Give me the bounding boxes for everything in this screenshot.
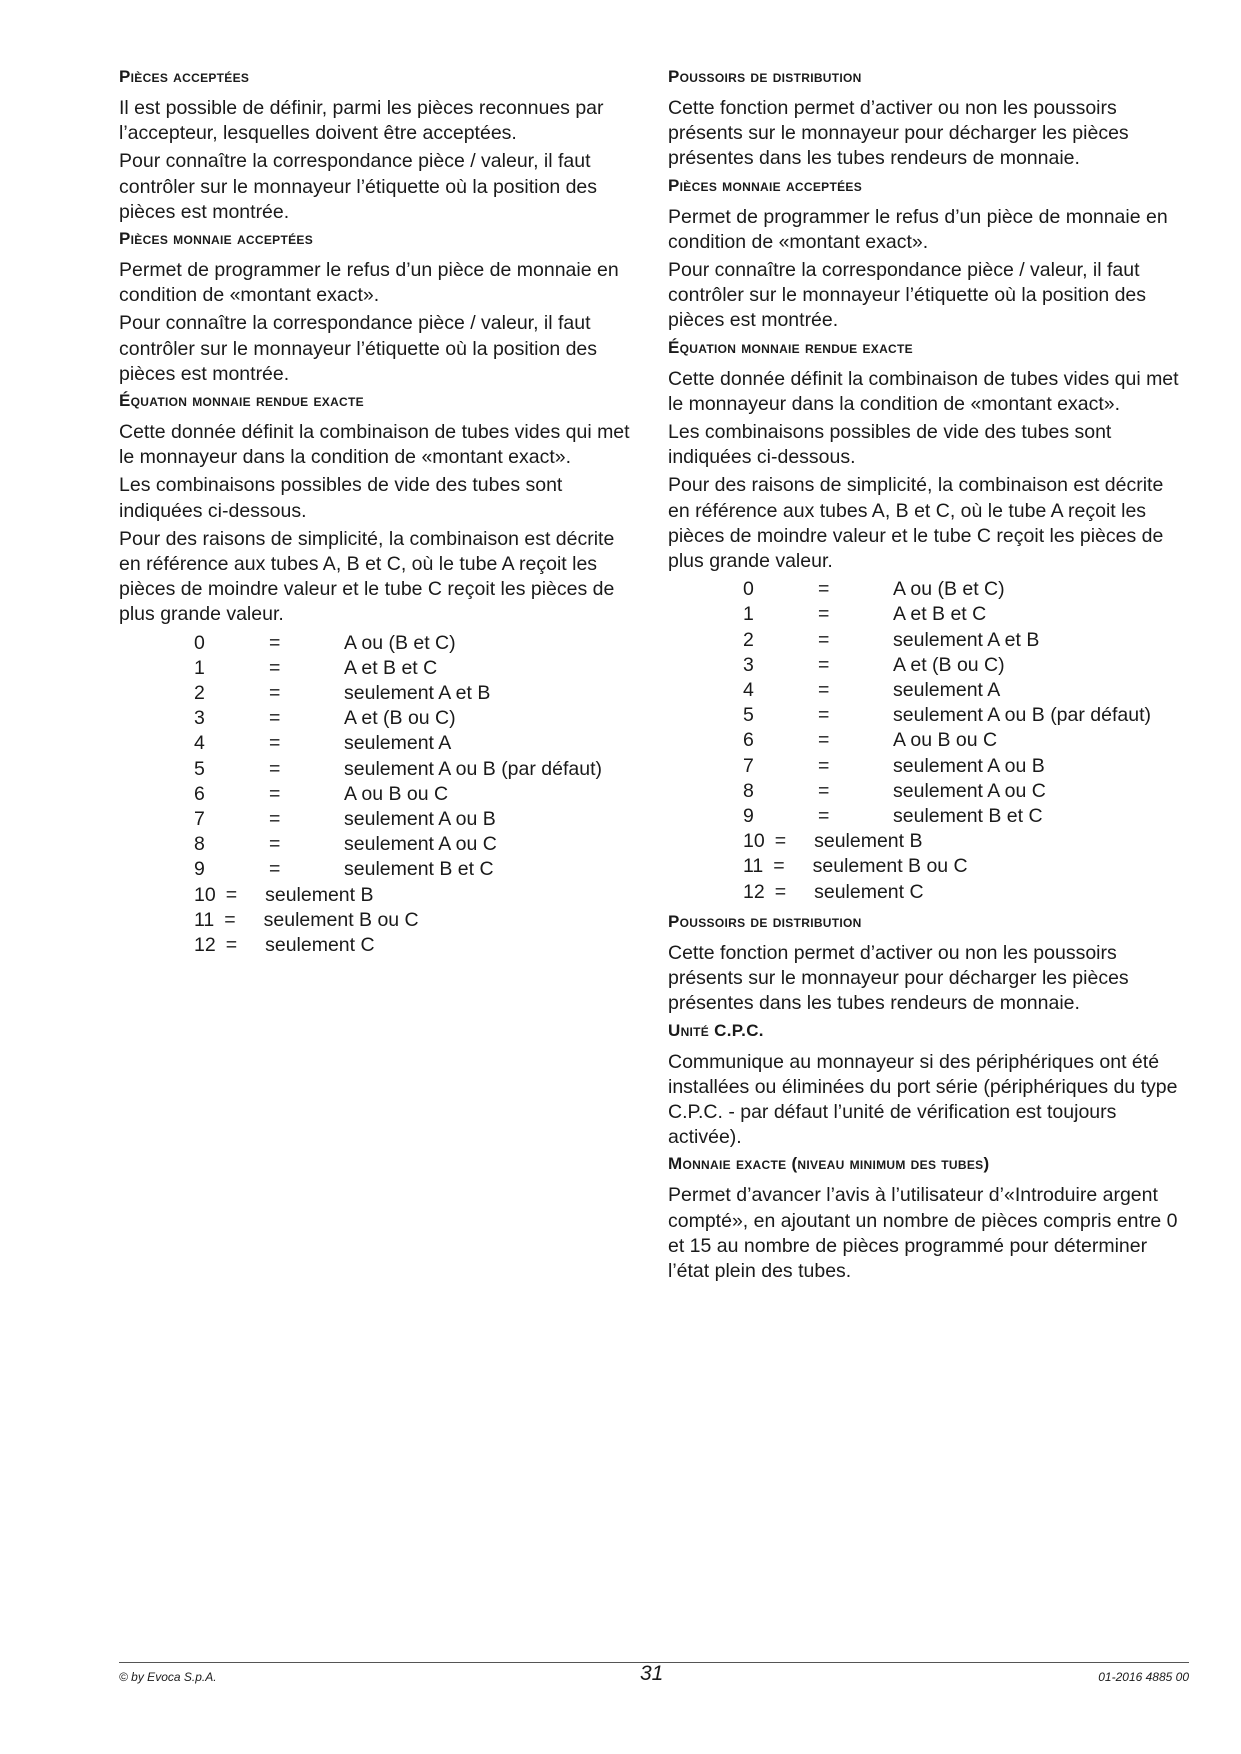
equation-text: seulement A	[893, 679, 1001, 702]
equation-sign: =	[269, 682, 281, 705]
section	[119, 228, 639, 387]
paragraph: Cette fonction permet d’activer ou non les poussoirs présents sur le monnayeur pour décharger les pièces présentes dans les tubes rendeurs de monnaie.	[668, 941, 1129, 1015]
equation-number: 8	[194, 833, 205, 856]
equation-row	[119, 857, 639, 882]
equation-row	[668, 829, 1188, 854]
equation-sign: =	[818, 754, 830, 777]
footer-doc-code: 01-2016 4885 00	[1098, 1670, 1189, 1684]
equation-row	[119, 933, 639, 958]
equation-number: 3	[743, 653, 754, 676]
equation-text: A et (B ou C)	[344, 707, 456, 730]
equation-row	[668, 754, 1188, 779]
equation-number: 4	[743, 679, 754, 702]
equation-sign: =	[269, 732, 281, 755]
paragraph: Pour connaître la correspondance pièce / valeur, il faut contrôler sur le monnayeur l’étiquette où la position des pièces est montrée.	[119, 312, 598, 385]
equation-table	[668, 577, 1188, 905]
equation-text: seulement A ou B (par défaut)	[893, 704, 1151, 727]
equation-text: seulement A ou C	[893, 779, 1046, 802]
equation-text: seulement B ou C	[263, 908, 419, 931]
equation-sign: =	[269, 808, 281, 831]
equation-number: 6	[743, 729, 754, 752]
equation-sign: =	[774, 880, 787, 903]
section	[668, 66, 1188, 172]
equation-row	[119, 757, 639, 782]
paragraph: Permet d’avancer l’avis à l’utilisateur d’«Introduire argent compté», en ajoutant un nombre de pièces compris entre 0 et 15 au nombre de pièces programmé pour déterminer l’état plein des tubes.	[668, 1184, 1178, 1282]
equation-number: 6	[194, 782, 205, 805]
equation-row	[119, 706, 639, 731]
equation-number: 8	[743, 779, 754, 802]
section-heading: Monnaie exacte (niveau minimum des tubes)	[668, 1154, 990, 1174]
equation-row	[668, 577, 1188, 602]
equation-number: 7	[743, 754, 754, 777]
equation-sign: =	[225, 883, 238, 906]
equation-number: 10	[194, 883, 216, 906]
paragraph: Permet de programmer le refus d’un pièce de monnaie en condition de «montant exact».	[668, 205, 1168, 253]
paragraph: Pour connaître la correspondance pièce / valeur, il faut contrôler sur le monnayeur l’étiquette où la position des pièces est montrée.	[119, 150, 598, 223]
equation-number: 12	[194, 934, 216, 957]
equation-sign: =	[269, 707, 281, 730]
equation-text: seulement A ou B	[893, 754, 1045, 777]
equation-sign: =	[818, 805, 830, 828]
equation-number: 2	[194, 682, 205, 705]
equation-number: 10	[743, 830, 765, 853]
equation-text: seulement A et B	[893, 628, 1040, 651]
equation-text: seulement C	[265, 934, 375, 957]
equation-row	[119, 908, 639, 933]
equation-number: 1	[743, 603, 754, 626]
section	[668, 1153, 1188, 1284]
equation-row	[668, 653, 1188, 678]
paragraph: Les combinaisons possibles de vide des tubes sont indiquées ci-dessous.	[119, 474, 563, 522]
section	[668, 337, 1188, 575]
equation-sign: =	[269, 631, 281, 654]
paragraph: Communique au monnayeur si des périphériques ont été installées ou éliminées du port série (périphériques du type C.P.C. - par défaut l’unité de vérification est toujours activée).	[668, 1050, 1178, 1149]
equation-number: 11	[743, 855, 764, 878]
equation-sign: =	[818, 628, 830, 651]
equation-number: 11	[194, 908, 215, 931]
equation-text: seulement B	[814, 830, 923, 853]
equation-sign: =	[818, 679, 830, 702]
section	[668, 175, 1188, 334]
section-heading: Poussoirs de distribution	[668, 911, 862, 931]
equation-number: 9	[743, 805, 754, 828]
equation-row	[668, 728, 1188, 753]
equation-row	[668, 854, 1188, 879]
equation-sign: =	[225, 934, 238, 957]
equation-text: seulement A	[344, 732, 452, 755]
equation-sign: =	[818, 578, 830, 601]
equation-sign: =	[818, 653, 830, 676]
equation-sign: =	[818, 704, 830, 727]
equation-number: 12	[743, 880, 765, 903]
equation-text: A ou (B et C)	[893, 578, 1005, 601]
equation-row	[119, 883, 639, 908]
equation-text: A et B et C	[344, 656, 438, 679]
equation-number: 0	[194, 631, 205, 654]
equation-text: A et B et C	[893, 603, 987, 626]
section	[668, 1020, 1188, 1151]
equation-text: seulement B et C	[893, 805, 1043, 828]
equation-number: 3	[194, 707, 205, 730]
equation-number: 1	[194, 656, 205, 679]
equation-row	[668, 628, 1188, 653]
section-heading: Pièces acceptées	[119, 67, 250, 86]
paragraph: Pour connaître la correspondance pièce / valeur, il faut contrôler sur le monnayeur l’étiquette où la position des pièces est montrée.	[668, 259, 1147, 332]
equation-sign: =	[269, 858, 281, 881]
equation-number: 7	[194, 808, 205, 831]
equation-number: 5	[743, 704, 754, 727]
equation-text: seulement A ou C	[344, 833, 497, 856]
equation-text: seulement B et C	[344, 858, 494, 881]
equation-row	[668, 779, 1188, 804]
equation-table	[119, 631, 639, 959]
equation-number: 0	[743, 578, 754, 601]
paragraph: Pour des raisons de simplicité, la combinaison est décrite en référence aux tubes A, B et C, où le tube A reçoit les pièces de moindre valeur et le tube C reçoit les pièces de plus grande valeur.	[119, 527, 615, 626]
equation-row	[668, 880, 1188, 905]
equation-text: A ou B ou C	[893, 729, 998, 752]
equation-row	[668, 678, 1188, 703]
left-column	[119, 66, 639, 964]
equation-number: 2	[743, 628, 754, 651]
equation-row	[668, 703, 1188, 728]
equation-row	[119, 681, 639, 706]
equation-row	[119, 631, 639, 656]
equation-number: 4	[194, 732, 205, 755]
paragraph: Cette donnée définit la combinaison de tubes vides qui met le monnayeur dans la condition de «montant exact».	[668, 367, 1179, 415]
equation-sign: =	[818, 729, 830, 752]
equation-sign: =	[224, 908, 236, 931]
paragraph: Les combinaisons possibles de vide des tubes sont indiquées ci-dessous.	[668, 421, 1112, 469]
section	[119, 66, 639, 225]
equation-text: A et (B ou C)	[893, 653, 1005, 676]
equation-text: A ou (B et C)	[344, 631, 456, 654]
section-heading: Équation monnaie rendue exacte	[668, 337, 913, 357]
equation-text: seulement A ou B (par défaut)	[344, 757, 602, 780]
equation-text: seulement B ou C	[812, 855, 968, 878]
equation-row	[119, 731, 639, 756]
equation-sign: =	[818, 779, 830, 802]
equation-sign: =	[269, 656, 281, 679]
section-heading: Pièces monnaie acceptées	[119, 229, 314, 249]
section-heading: Unité C.P.C.	[668, 1020, 764, 1040]
equation-row	[119, 656, 639, 681]
equation-text: seulement A et B	[344, 682, 491, 705]
paragraph: Cette fonction permet d’activer ou non les poussoirs présents sur le monnayeur pour décharger les pièces présentes dans les tubes rendeurs de monnaie.	[668, 97, 1129, 170]
section-heading: Poussoirs de distribution	[668, 67, 862, 86]
equation-text: seulement C	[814, 880, 924, 903]
equation-sign: =	[774, 830, 787, 853]
paragraph: Il est possible de définir, parmi les pièces reconnues par l’accepteur, lesquelles doivent être acceptées.	[119, 97, 604, 145]
section	[668, 911, 1188, 1017]
equation-sign: =	[818, 603, 830, 626]
paragraph: Pour des raisons de simplicité, la combinaison est décrite en référence aux tubes A, B et C, où le tube A reçoit les pièces de moindre valeur et le tube C reçoit les pièces de plus grande valeur.	[668, 474, 1164, 573]
equation-row	[119, 832, 639, 857]
equation-sign: =	[269, 833, 281, 856]
equation-row	[119, 807, 639, 832]
equation-text: seulement A ou B	[344, 808, 496, 831]
equation-text: A ou B ou C	[344, 782, 449, 805]
equation-number: 9	[194, 858, 205, 881]
footer-copyright: © by Evoca S.p.A.	[119, 1670, 217, 1684]
equation-row	[668, 804, 1188, 829]
right-column	[668, 66, 1188, 1287]
section-heading: Pièces monnaie acceptées	[668, 175, 863, 195]
equation-number: 5	[194, 757, 205, 780]
section-heading: Équation monnaie rendue exacte	[119, 391, 364, 411]
section	[119, 390, 639, 628]
equation-sign: =	[269, 757, 281, 780]
equation-row	[668, 602, 1188, 627]
paragraph: Cette donnée définit la combinaison de tubes vides qui met le monnayeur dans la condition de «montant exact».	[119, 421, 630, 469]
equation-sign: =	[773, 855, 785, 878]
equation-row	[119, 782, 639, 807]
paragraph: Permet de programmer le refus d’un pièce de monnaie en condition de «montant exact».	[119, 259, 619, 307]
equation-sign: =	[269, 782, 281, 805]
equation-text: seulement B	[265, 883, 374, 906]
page-number: 31	[640, 1662, 664, 1685]
